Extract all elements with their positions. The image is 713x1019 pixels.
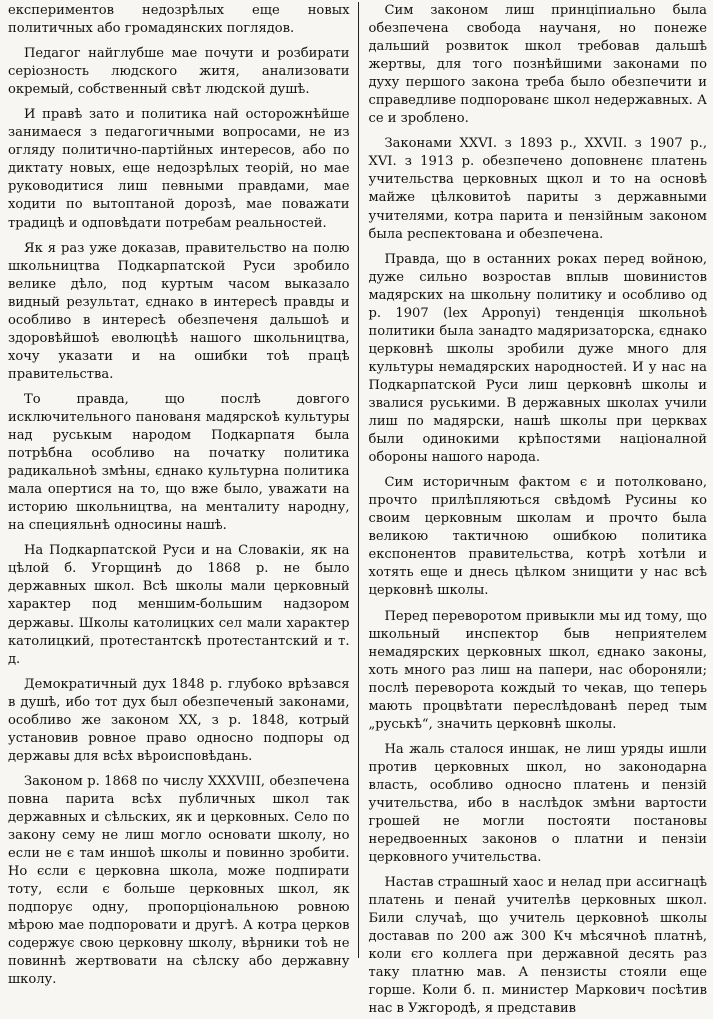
paragraph: Як я раз уже доказав, правительство на полю школьництва Подкарпатской Руси зробило велике дѣло, под куртым часом выказало видный результат, єднако в интересѣ правды и особливо в интересѣ обезпеченя дальшоѣ и здоровѣйшоѣ еволюцѣѣ нашого школьництва, хочу указати и на ошибки тоѣ працѣ правительства. <box>8 240 350 382</box>
two-column-layout <box>8 2 707 1017</box>
paragraph: Законами XXVI. з 1893 р., XXVII. з 1907 р., XVI. з 1913 р. обезпечено доповненє платень учительства церковных щкол и то на основѣ майже цѣлковитоѣ париты з державными учителями, котра парита и пензійным законом была респектована и обезпечена. <box>368 136 707 242</box>
paragraph: Педагог найглубше мае почути и розбирати серіозность людского житя, анализовати окремый, собственный свѣт людской душѣ. <box>8 46 350 98</box>
paragraph: Законом р. 1868 по числу XXXVIII, обезпечена повна парита всѣх публичных школ так державных и сѣльских, як и церковных. Село по закону сему не лиш могло основати школу, но если не є там иншоѣ школы и повинно зробити. Но єсли є церковна школа, може подпирати тоту, єсли є больше церковных школ, як подпорує одну, пропорціональною ровною мѣрою мае подпоровати и другѣ. А котра церков содержує свою церковну школу, вѣрники тоѣ не повиннѣ жертвовати на сѣлску або державну школу. <box>8 773 350 988</box>
paragraph: На жаль сталося иншак, не лиш уряды ишли против церковных школ, но законодарна власть, особливо односно платень и пензій учительства, ибо в наслѣдок змѣни вартости грошей не могли постояти постановы нередвоенных законов о платни и пензіи церковного учительства. <box>368 741 707 866</box>
paragraph: Правда, що в останних роках перед войною, дуже сильно возростав вплыв шовинистов мадярских на школьну политику и особливо од р. 1907 (lex Apponyi) тенденція школьноѣ политики была занадто мадяризаторска, єднако церковнѣ школы зробили дуже много для культуры немадярских народностей. И у нас на Подкарпатской Руси лиш церковнѣ школы и звалися руськими. В державных школах учили лиш по мадярски, нашѣ школы при церквах были одинокими крѣпостями націоналной обороны нашого народа. <box>368 251 707 466</box>
paragraph: Сим законом лиш принціпиально была обезпечена свобода научаня, но понеже дальший розвиток школ требовав дальшѣ жертвы, для того познѣйшими законами по духу першого закона треба было обезпечити и справедливе подпорованє школ недержавных. А се и зроблено. <box>368 3 707 127</box>
paragraph: То правда, що послѣ довгого исключительного панованя мадярскоѣ культуры над руськым народом Подкарпатя была потрѣбна особливо на початку политика радикальноѣ змѣны, єднако культурна политика мала опертися на то, що вже было, уважати на историю школьництва, на менталиту народну, на специяльнѣ односины нашѣ. <box>8 391 350 534</box>
paragraph: На Подкарпатской Руси и на Словакіи, як на цѣлой б. Угорщинѣ до 1868 р. не было державных школ. Всѣ школы мали церковный характер под меншим-большим надзором державы. Школы католицких сел мали характер католицкий, протестантскѣ протестантский и т. д. <box>8 543 350 667</box>
paragraph: Настав страшный хаос и нелад при ассигнацѣ платень и пенай учителѣв церковных школ. Били случаѣ, що учитель церковноѣ школы доставав по 200 аж 300 Кч мѣсячноѣ платнѣ, коли єго коллега при державной десять раз таку платню мав. А пензисты стояли еще горше. Коли б. п. министер Маркович посѣтив нас в Ужгородѣ, я представив <box>368 875 707 1017</box>
right-column <box>359 2 708 1017</box>
paragraph: Сим историчным фактом є и потолковано, прочто прилѣпляються свѣдомѣ Русины ко своим церковным школам и прочто была великою тактичною ошибкою политика експонентов правительства, котрѣ хотѣли и хотять еще и днесь цѣлком знищити у нас всѣ церковнѣ школы. <box>368 475 707 599</box>
paragraph: експериментов недозрѣлых еще новых политичных або громадянских поглядов. <box>8 3 350 37</box>
paragraph: И правѣ зато и политика най осторожнѣйше занимаеся з педагогичными вопросами, не из огляду политично-партійных интересов, або по диктату новых, еще недозрѣлых теорій, но мае руководитися лиш певными правдами, мае ходити по вытоптаной дорозѣ, мае поважати традицѣ и одповѣдати потребам реальностей. <box>8 107 350 231</box>
paragraph: Демократичный дух 1848 р. глубоко врѣзався в душѣ, ибо тот дух был обезпеченый законами, особливо же законом XX, з р. 1848, котрый установив ровное право односно подпоры од державы для всѣх вѣроисповѣдань. <box>8 676 350 764</box>
left-column <box>8 2 358 988</box>
paragraph: Перед переворотом привыкли мы ид тому, що школьный инспектор быв неприятелем немадярских церковных школ, єднако законы, хоть много раз лиш на папери, нас обороняли; послѣ переворота кождый то чекав, що теперь мають процвѣтати переслѣдованѣ перед тым „руськѣ“, значить церковнѣ школы. <box>368 608 707 732</box>
